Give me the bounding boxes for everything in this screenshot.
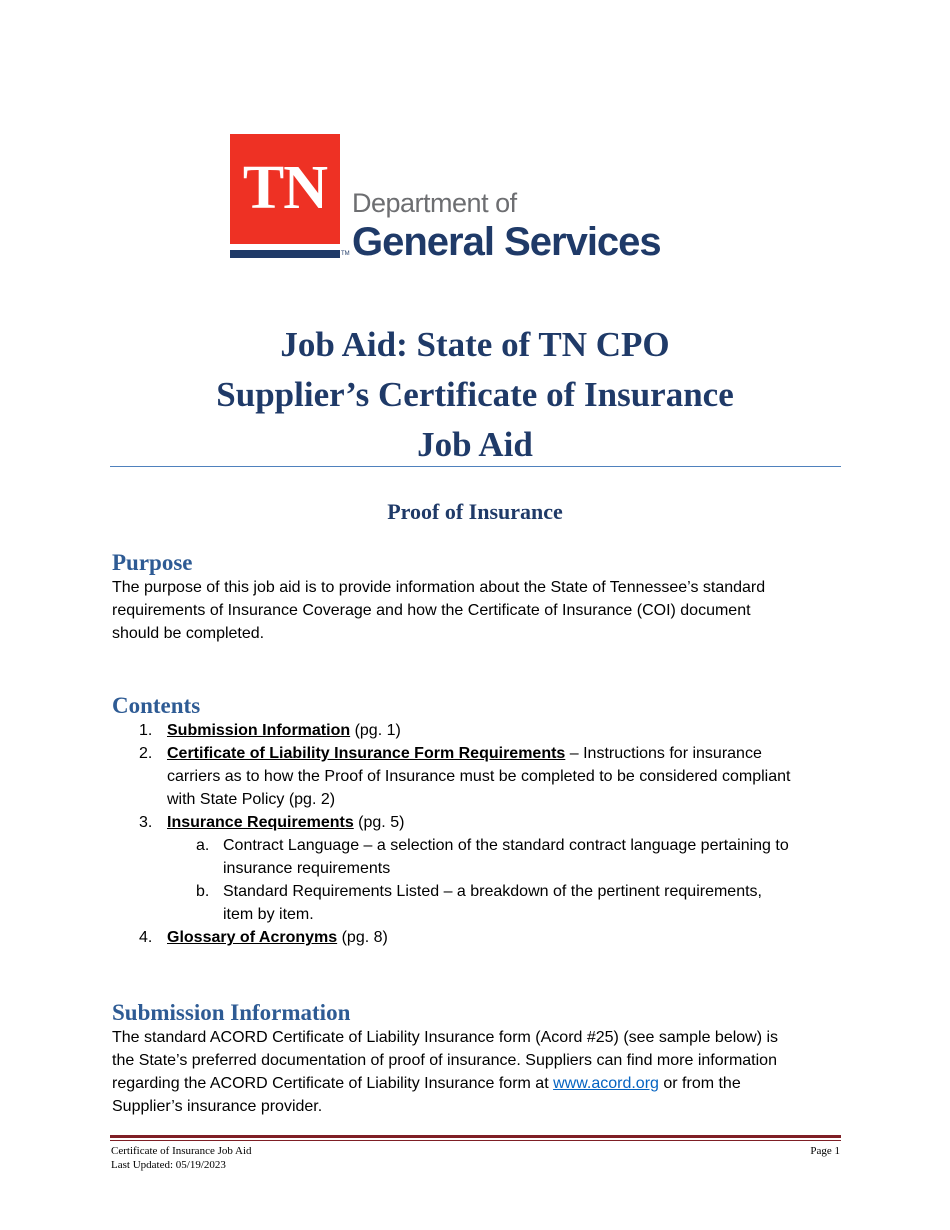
title-line-1: Job Aid: State of TN CPO bbox=[280, 325, 670, 364]
title-divider bbox=[110, 466, 841, 467]
purpose-line: The purpose of this job aid is to provide information about the State of Tennessee’s standard bbox=[112, 579, 766, 596]
item-description: carriers as to how the Proof of Insurance must be completed to be considered compliant bbox=[167, 768, 791, 785]
title-line-2: Supplier’s Certificate of Insurance bbox=[216, 375, 734, 414]
logo-department-text: Department of bbox=[352, 188, 517, 218]
footer-doc-title: Certificate of Insurance Job Aid bbox=[111, 1145, 252, 1157]
subitem-text: Standard Requirements Listed – a breakdown of the pertinent requirements, bbox=[223, 883, 762, 900]
footer-page-number: Page 1 bbox=[810, 1145, 840, 1157]
submission-heading: Submission Information bbox=[112, 1000, 351, 1025]
submission-paragraph bbox=[112, 1026, 847, 1118]
item-description: – Instructions for insurance bbox=[565, 745, 762, 762]
list-number: 2. bbox=[139, 745, 153, 762]
subitem-text: item by item. bbox=[223, 906, 314, 923]
submission-line: Supplier’s insurance provider. bbox=[112, 1098, 323, 1115]
page-ref: (pg. 1) bbox=[350, 722, 401, 739]
logo-trademark: TM bbox=[341, 251, 350, 257]
list-number: 4. bbox=[139, 929, 153, 946]
link-insurance-requirements[interactable]: Insurance Requirements bbox=[167, 814, 354, 831]
list-letter: a. bbox=[196, 837, 210, 854]
contents-heading: Contents bbox=[112, 693, 201, 718]
purpose-line: requirements of Insurance Coverage and how the Certificate of Insurance (COI) document bbox=[112, 602, 751, 619]
submission-line: The standard ACORD Certificate of Liability Insurance form (Acord #25) (see sample below) is bbox=[112, 1029, 779, 1046]
list-number: 3. bbox=[139, 814, 153, 831]
submission-line: regarding the ACORD Certificate of Liability Insurance form at bbox=[112, 1075, 554, 1092]
purpose-heading: Purpose bbox=[112, 550, 193, 575]
purpose-line: should be completed. bbox=[112, 625, 265, 642]
list-letter: b. bbox=[196, 883, 210, 900]
subitem-text: insurance requirements bbox=[223, 860, 391, 877]
logo-general-services-text: General Services bbox=[352, 220, 661, 264]
subitem-text: Contract Language – a selection of the standard contract language pertaining to bbox=[223, 837, 789, 854]
page-title bbox=[110, 320, 840, 470]
list-number: 1. bbox=[139, 722, 153, 739]
logo-mark: TN bbox=[242, 154, 328, 222]
page-subtitle: Proof of Insurance bbox=[387, 499, 563, 524]
page-ref: (pg. 5) bbox=[353, 814, 405, 831]
link-glossary-of-acronyms[interactable]: Glossary of Acronyms bbox=[167, 929, 338, 946]
purpose-paragraph bbox=[112, 576, 847, 645]
footer-rule-thick bbox=[110, 1135, 841, 1138]
submission-line: the State’s preferred documentation of proof of insurance. Suppliers can find more information bbox=[112, 1052, 777, 1069]
link-submission-information[interactable]: Submission Information bbox=[167, 722, 351, 739]
footer-last-updated: Last Updated: 05/19/2023 bbox=[111, 1159, 226, 1171]
submission-line: or from the bbox=[658, 1075, 741, 1092]
title-line-3: Job Aid bbox=[417, 425, 533, 464]
acord-website-link[interactable]: www.acord.org bbox=[553, 1075, 659, 1092]
link-certificate-requirements[interactable]: Certificate of Liability Insurance Form Requirements bbox=[167, 745, 566, 762]
footer-rule-thin bbox=[110, 1140, 841, 1141]
item-description: with State Policy (pg. 2) bbox=[167, 791, 336, 808]
page-ref: (pg. 8) bbox=[337, 929, 388, 946]
logo-underline-bar bbox=[230, 250, 340, 258]
footer-left bbox=[111, 1144, 252, 1172]
